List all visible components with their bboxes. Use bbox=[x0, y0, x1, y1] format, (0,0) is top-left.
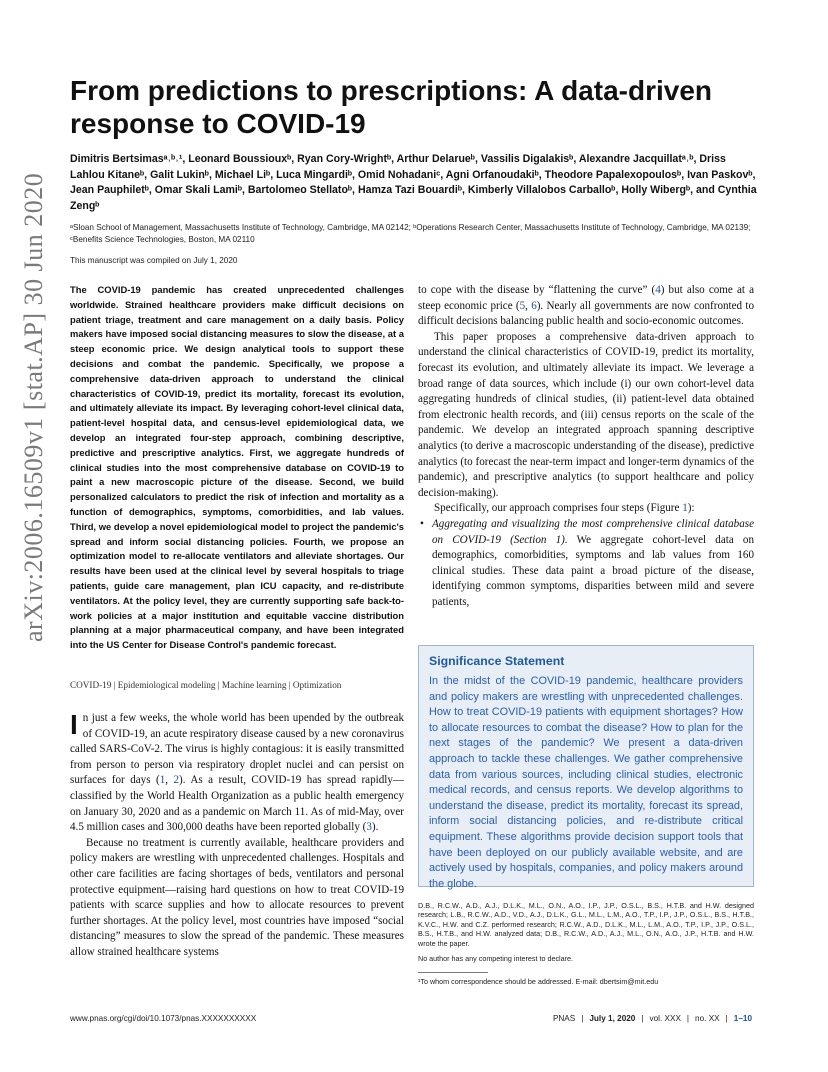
footnote-divider bbox=[418, 972, 488, 973]
citation-link[interactable]: 1 bbox=[159, 774, 166, 787]
introduction bbox=[70, 711, 404, 961]
body-text: to cope with the disease by “flattening the curve” ( bbox=[418, 284, 656, 296]
right-paragraph-3 bbox=[418, 501, 754, 517]
page-footer: PNAS | July 1, 2020 | vol. XXX | no. XX | 1–10 bbox=[552, 1014, 752, 1023]
citation-link[interactable]: 3 bbox=[366, 821, 372, 834]
punctuation: , bbox=[165, 774, 174, 787]
dropcap: I bbox=[70, 709, 78, 740]
paper-title: From predictions to prescriptions: A data-driven response to COVID-19 bbox=[70, 75, 713, 139]
punctuation: , bbox=[525, 299, 532, 312]
competing-interests: No author has any competing interest to declare. bbox=[418, 954, 574, 963]
correspondence-footnote: ¹To whom correspondence should be addressed. E-mail: dbertsim@mit.edu bbox=[418, 977, 659, 986]
compiled-date: This manuscript was compiled on July 1, 2020 bbox=[70, 256, 238, 265]
significance-statement-box bbox=[418, 645, 754, 890]
citation-link[interactable]: 2 bbox=[173, 774, 180, 787]
journal-name: PNAS bbox=[552, 1014, 576, 1023]
intro-paragraph-2: Because no treatment is currently available, healthcare providers and policy makers are wrestling with unprecedented challenges. Hospitals and other care facilities are facing shortages of beds, ventilators and personal protective equipment—raising hard questions on how to treat COVID-19 patients with scarce supplies and how to allocate resources to prevent further shortages. At the policy level, most countries have imposed “social distancing” measures to slow the spread of the pandemic. These measures allow strained healthcare systems bbox=[70, 836, 404, 958]
publication-date: July 1, 2020 bbox=[589, 1014, 636, 1023]
steps-list bbox=[418, 517, 754, 611]
list-item-text: We aggregate cohort-level data on demographics, comorbidities, symptoms and lab values from 160 clinical studies. These data paint a broad picture of the disease, identifying common symptoms, disparities between mild and severe patients, bbox=[432, 533, 754, 608]
figure-link[interactable]: 1 bbox=[682, 502, 688, 515]
volume: vol. XXX bbox=[649, 1014, 681, 1023]
author-contributions: D.B., R.C.W., A.D., A.J., D.L.K., M.L., O.N., A.O., I.P., J.P., O.S.L., B.S., H.T.B. and H.W. designed research; L.B., R.C.W., A.D., V.D., A.J., D.L.K., G.L., M.L., L.M., A.O., T.P., I.P., J.P., O.S.L., B.S., H.T.B., K.V.C., H.W. and C.Z. performed research; R.C.W., A.D., D.L.K., M.L., L.M., A.O., T.P., I.P., J.P., O.S.L., B.S., H.T.B., and H.W. analyzed data; D.B., R.C.W., A.D., A.J., M.L., O.N., A.O., J.P., H.T.B. and H.W. wrote the paper. bbox=[418, 901, 754, 948]
page-range: 1–10 bbox=[733, 1014, 752, 1023]
intro-text: n just a few weeks, the whole world has been upended by the outbreak of COVID-19, an acute respiratory disease caused by a new coronavirus called SARS-CoV-2. The virus is highly contagious: it is easily transmitted from person to person via respiratory droplet nuclei and can persist on surfaces for days ( bbox=[70, 712, 404, 787]
arxiv-identifier: arXiv:2006.16509v1 [stat.AP] 30 Jun 2020 bbox=[19, 172, 48, 642]
doi-url[interactable]: www.pnas.org/cgi/doi/10.1073/pnas.XXXXXXXXXX bbox=[70, 1014, 257, 1023]
significance-text: In the midst of the COVID-19 pandemic, healthcare providers and policy makers are wrestling with unprecedented challenges. How to treat COVID-19 patients with equipment shortages? How to allocate resources to combat the disease? How to plan for the next stages of the pandemic? We present a data-driven approach to tackle these challenges. We gather comprehensive data from various sources, including clinical studies, electronic medical records, and census reports. We develop algorithms to understand the disease, predict its mortality, forecast its spread, inform social distancing policies, and re-distribute critical equipment. These algorithms provide decision support tools that have been deployed on our publicly available website, and are actively used by hospitals, companies, and policy makers around the globe. bbox=[429, 675, 743, 890]
body-text: Specifically, our approach comprises four steps (Figure bbox=[434, 502, 683, 515]
list-item bbox=[432, 517, 754, 611]
issue-number: no. XX bbox=[695, 1014, 720, 1023]
abstract: The COVID-19 pandemic has created unprecedented challenges worldwide. Strained healthcare providers make difficult decisions on patient triage, treatment and care management on a daily basis. Policy makers have imposed social distancing measures to slow the disease, at a steep economic price. We design analytical tools to support these decisions and combat the pandemic. Specifically, we propose a comprehensive data-driven approach to understand the clinical characteristics of COVID-19, predict its mortality, forecast its evolution, and ultimately alleviate its impact. By leveraging cohort-level clinical data, patient-level hospital data, and census-level epidemiological data, we develop an integrated four-step approach, combining descriptive, predictive and prescriptive analytics. First, we aggregate hundreds of clinical studies into the most comprehensive database on COVID-19 to paint a new macroscopic picture of the disease. Second, we build personalized calculators to predict the risk of infection and mortality as a function of demographics, symptoms, comorbidities, and lab values. Third, we develop a novel epidemiological model to project the pandemic's spread and inform social distancing policies. Fourth, we propose an optimization model to re-allocate ventilators and alleviate shortages. Our results have been used at the clinical level by several hospitals to triage patients, guide care management, plan ICU capacity, and re-distribute ventilators. At the policy level, they are currently supporting safe back-to-work policies at a major institution and equitable vaccine distribution planning at a major pharmaceutical company, and have been integrated into the US Center for Disease Control's pandemic forecast. bbox=[70, 284, 404, 651]
list-item-heading: Aggregating and visualizing the most comprehensive clinical database on COVID-19 (Section 1). bbox=[432, 517, 754, 546]
body-text: ) but also come at a steep economic price ( bbox=[418, 284, 754, 312]
significance-title: Significance Statement bbox=[429, 654, 565, 668]
intro-text: ). As a result, COVID-19 has spread rapidly—classified by the World Health Organization as a public health emergency on January 30, 2020 and as a pandemic on March 11. As of mid-May, over 4.5 million cases and 300,000 deaths have been reported globally ( bbox=[70, 774, 404, 834]
citation-link[interactable]: 4 bbox=[655, 284, 661, 296]
citation-link[interactable]: 6 bbox=[531, 299, 537, 312]
right-paragraph-1 bbox=[418, 283, 754, 330]
right-column bbox=[418, 283, 754, 610]
author-list: Dimitris Bertsimasᵃ˒ᵇ˒¹, Leonard Boussiouxᵇ, Ryan Cory-Wrightᵇ, Arthur Delarueᵇ, Vassilis Digalakisᵇ, Alexandre Jacquillatᵃ˒ᵇ, Driss Lahlou Kitaneᵇ, Galit Lukinᵇ, Michael Liᵇ, Luca Mingardiᵇ, Omid Nohadaniᶜ, Agni Orfanoudakiᵇ, Theodore Papalexopoulosᵇ, Ivan Paskovᵇ, Jean Pauphiletᵇ, Omar Skali Lamiᵇ, Bartolomeo Stellatoᵇ, Hamza Tazi Bouardiᵇ, Kimberly Villalobos Carballoᵇ, Holly Wibergᵇ, and Cynthia Zengᵇ bbox=[70, 153, 757, 212]
body-text: ). Nearly all governments are now confronted to difficult decisions balancing public health and socio-economic outcomes. bbox=[418, 299, 754, 328]
intro-paragraph-1 bbox=[70, 711, 404, 836]
right-paragraph-2: This paper proposes a comprehensive data-driven approach to understand the clinical characteristics of COVID-19, predict its mortality, forecast its evolution, and ultimately alleviate its impact. We leverage a broad range of data sources, which include (i) our own cohort-level data aggregating hundreds of clinical studies, (ii) patient-level data obtained from electronic health records, and (iii) census reports on the scale of the pandemic. We develop an integrated approach spanning descriptive analytics (to derive a macroscopic understanding of the disease), predictive analytics (to forecast the near-term impact and longer-term dynamics of the pandemic), and prescriptive analytics (to support healthcare and policy decision-making). bbox=[418, 330, 754, 499]
body-text: ): bbox=[687, 502, 695, 515]
affiliations: ᵃSloan School of Management, Massachusetts Institute of Technology, Cambridge, MA 02142; ᵇOperations Research Center, Massachusetts Institute of Technology, Cambridge, MA 02139; ᶜBenefits Science Technologies, Boston, MA 02110 bbox=[70, 223, 751, 244]
citation-link[interactable]: 5 bbox=[519, 299, 526, 312]
keywords: COVID-19 | Epidemiological modeling | Machine learning | Optimization bbox=[70, 680, 342, 690]
intro-text: ). bbox=[371, 821, 379, 834]
